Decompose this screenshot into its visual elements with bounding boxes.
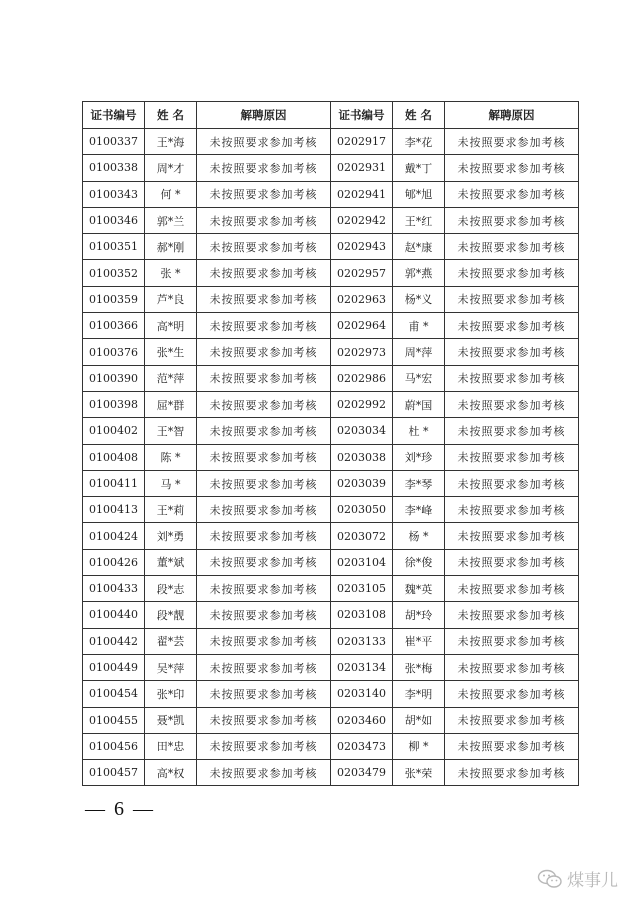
cell-reason: 未按照要求参加考核	[197, 707, 331, 733]
cell-name: 徐*俊	[393, 549, 445, 575]
cell-reason: 未按照要求参加考核	[197, 234, 331, 260]
cell-cert-no: 0203072	[331, 523, 393, 549]
cell-reason: 未按照要求参加考核	[445, 602, 579, 628]
cell-name: 郇*旭	[393, 181, 445, 207]
cell-reason: 未按照要求参加考核	[197, 549, 331, 575]
cell-cert-no: 0100433	[83, 576, 145, 602]
cell-name: 杜 *	[393, 418, 445, 444]
cell-reason: 未按照要求参加考核	[445, 470, 579, 496]
cell-reason: 未按照要求参加考核	[197, 681, 331, 707]
cell-cert-no: 0100455	[83, 707, 145, 733]
cell-cert-no: 0100426	[83, 549, 145, 575]
cell-cert-no: 0100337	[83, 129, 145, 155]
cell-reason: 未按照要求参加考核	[197, 365, 331, 391]
cell-name: 杨 *	[393, 523, 445, 549]
cell-reason: 未按照要求参加考核	[445, 260, 579, 286]
cell-name: 刘*珍	[393, 444, 445, 470]
cell-name: 翟*芸	[145, 628, 197, 654]
cell-name: 陈 *	[145, 444, 197, 470]
cell-reason: 未按照要求参加考核	[197, 339, 331, 365]
cell-cert-no: 0100398	[83, 391, 145, 417]
cell-reason: 未按照要求参加考核	[197, 523, 331, 549]
cell-cert-no: 0203473	[331, 733, 393, 759]
page-number: — 6 —	[85, 798, 155, 820]
cell-name: 周*萍	[393, 339, 445, 365]
cell-reason: 未按照要求参加考核	[445, 523, 579, 549]
cell-name: 王*莉	[145, 497, 197, 523]
table-row	[83, 339, 579, 365]
cell-cert-no: 0100411	[83, 470, 145, 496]
cell-name: 李*琴	[393, 470, 445, 496]
cell-cert-no: 0100376	[83, 339, 145, 365]
header-reason: 解聘原因	[197, 102, 331, 129]
cell-cert-no: 0100346	[83, 207, 145, 233]
cell-cert-no: 0202973	[331, 339, 393, 365]
table-row	[83, 234, 579, 260]
table-row	[83, 707, 579, 733]
table-row	[83, 602, 579, 628]
cell-cert-no: 0203038	[331, 444, 393, 470]
cell-reason: 未按照要求参加考核	[445, 444, 579, 470]
cell-name: 甫 *	[393, 313, 445, 339]
table-row	[83, 286, 579, 312]
table-row	[83, 654, 579, 680]
cell-reason: 未按照要求参加考核	[197, 760, 331, 786]
cell-cert-no: 0100352	[83, 260, 145, 286]
cell-name: 张*梅	[393, 654, 445, 680]
cell-name: 范*萍	[145, 365, 197, 391]
cell-reason: 未按照要求参加考核	[197, 155, 331, 181]
cell-reason: 未按照要求参加考核	[445, 681, 579, 707]
table-row	[83, 444, 579, 470]
cell-name: 戴*丁	[393, 155, 445, 181]
cell-reason: 未按照要求参加考核	[445, 181, 579, 207]
cell-name: 段*志	[145, 576, 197, 602]
cell-cert-no: 0202992	[331, 391, 393, 417]
cell-reason: 未按照要求参加考核	[445, 365, 579, 391]
cell-cert-no: 0202942	[331, 207, 393, 233]
cell-reason: 未按照要求参加考核	[197, 207, 331, 233]
cell-reason: 未按照要求参加考核	[197, 418, 331, 444]
header-cert-no: 证书编号	[331, 102, 393, 129]
table-row	[83, 129, 579, 155]
cell-reason: 未按照要求参加考核	[197, 313, 331, 339]
cell-name: 郭*兰	[145, 207, 197, 233]
cell-cert-no: 0100454	[83, 681, 145, 707]
cell-name: 胡*玲	[393, 602, 445, 628]
cell-reason: 未按照要求参加考核	[445, 129, 579, 155]
certificate-table	[82, 101, 579, 786]
cell-cert-no: 0203108	[331, 602, 393, 628]
cell-name: 李*花	[393, 129, 445, 155]
cell-cert-no: 0100338	[83, 155, 145, 181]
cell-name: 蔚*国	[393, 391, 445, 417]
table-header-row	[83, 102, 579, 129]
table-row	[83, 313, 579, 339]
cell-reason: 未按照要求参加考核	[445, 418, 579, 444]
cell-cert-no: 0100442	[83, 628, 145, 654]
wechat-icon	[537, 869, 563, 889]
table-row	[83, 576, 579, 602]
cell-name: 崔*平	[393, 628, 445, 654]
cell-reason: 未按照要求参加考核	[445, 549, 579, 575]
cell-name: 高*权	[145, 760, 197, 786]
cell-reason: 未按照要求参加考核	[197, 497, 331, 523]
cell-reason: 未按照要求参加考核	[197, 733, 331, 759]
cell-cert-no: 0100359	[83, 286, 145, 312]
cell-name: 吴*萍	[145, 654, 197, 680]
cell-cert-no: 0100457	[83, 760, 145, 786]
cell-reason: 未按照要求参加考核	[197, 129, 331, 155]
cell-name: 周*才	[145, 155, 197, 181]
cell-cert-no: 0100456	[83, 733, 145, 759]
cell-name: 胡*如	[393, 707, 445, 733]
cell-name: 芦*良	[145, 286, 197, 312]
table-row	[83, 391, 579, 417]
cell-reason: 未按照要求参加考核	[197, 391, 331, 417]
header-reason: 解聘原因	[445, 102, 579, 129]
cell-cert-no: 0203034	[331, 418, 393, 444]
cell-reason: 未按照要求参加考核	[197, 286, 331, 312]
watermark-text: 煤事儿	[567, 871, 618, 891]
cell-cert-no: 0203134	[331, 654, 393, 680]
cell-cert-no: 0203050	[331, 497, 393, 523]
cell-cert-no: 0202963	[331, 286, 393, 312]
table-row	[83, 155, 579, 181]
cell-name: 聂*凯	[145, 707, 197, 733]
cell-name: 田*忠	[145, 733, 197, 759]
cell-cert-no: 0202931	[331, 155, 393, 181]
table-row	[83, 418, 579, 444]
cell-name: 王*智	[145, 418, 197, 444]
cell-name: 赵*康	[393, 234, 445, 260]
table-row	[83, 628, 579, 654]
cell-name: 马 *	[145, 470, 197, 496]
header-cert-no: 证书编号	[83, 102, 145, 129]
cell-cert-no: 0202957	[331, 260, 393, 286]
cell-cert-no: 0202943	[331, 234, 393, 260]
header-name: 姓 名	[393, 102, 445, 129]
cell-cert-no: 0202917	[331, 129, 393, 155]
table-row	[83, 760, 579, 786]
cell-name: 张 *	[145, 260, 197, 286]
cell-reason: 未按照要求参加考核	[445, 234, 579, 260]
cell-name: 何 *	[145, 181, 197, 207]
cell-cert-no: 0202941	[331, 181, 393, 207]
cell-reason: 未按照要求参加考核	[197, 576, 331, 602]
cell-reason: 未按照要求参加考核	[445, 313, 579, 339]
cell-reason: 未按照要求参加考核	[445, 497, 579, 523]
cell-cert-no: 0100343	[83, 181, 145, 207]
cell-cert-no: 0100351	[83, 234, 145, 260]
cell-reason: 未按照要求参加考核	[197, 602, 331, 628]
cell-reason: 未按照要求参加考核	[445, 576, 579, 602]
cell-name: 郝*刚	[145, 234, 197, 260]
cell-reason: 未按照要求参加考核	[445, 286, 579, 312]
cell-name: 刘*勇	[145, 523, 197, 549]
cell-name: 董*斌	[145, 549, 197, 575]
table-row	[83, 681, 579, 707]
header-name: 姓 名	[145, 102, 197, 129]
cell-cert-no: 0100413	[83, 497, 145, 523]
table-row	[83, 549, 579, 575]
cell-name: 李*峰	[393, 497, 445, 523]
cell-name: 段*靓	[145, 602, 197, 628]
cell-cert-no: 0203133	[331, 628, 393, 654]
cell-name: 郭*燕	[393, 260, 445, 286]
cell-reason: 未按照要求参加考核	[445, 654, 579, 680]
table-body	[83, 129, 579, 786]
cell-cert-no: 0100402	[83, 418, 145, 444]
cell-name: 马*宏	[393, 365, 445, 391]
cell-reason: 未按照要求参加考核	[445, 707, 579, 733]
cell-name: 柳 *	[393, 733, 445, 759]
watermark	[537, 866, 618, 891]
table-row	[83, 365, 579, 391]
cell-reason: 未按照要求参加考核	[197, 470, 331, 496]
cell-name: 杨*义	[393, 286, 445, 312]
cell-cert-no: 0100408	[83, 444, 145, 470]
cell-cert-no: 0100390	[83, 365, 145, 391]
table-row	[83, 260, 579, 286]
table-row	[83, 207, 579, 233]
cell-name: 张*荣	[393, 760, 445, 786]
cell-cert-no: 0100440	[83, 602, 145, 628]
cell-cert-no: 0203460	[331, 707, 393, 733]
cell-cert-no: 0202964	[331, 313, 393, 339]
cell-reason: 未按照要求参加考核	[197, 654, 331, 680]
cell-cert-no: 0100424	[83, 523, 145, 549]
cell-reason: 未按照要求参加考核	[445, 760, 579, 786]
cell-name: 张*印	[145, 681, 197, 707]
table-row	[83, 470, 579, 496]
cell-name: 王*红	[393, 207, 445, 233]
cell-cert-no: 0203104	[331, 549, 393, 575]
cell-reason: 未按照要求参加考核	[197, 444, 331, 470]
cell-name: 屈*群	[145, 391, 197, 417]
table-row	[83, 733, 579, 759]
cell-reason: 未按照要求参加考核	[445, 628, 579, 654]
cell-reason: 未按照要求参加考核	[197, 181, 331, 207]
cell-cert-no: 0100449	[83, 654, 145, 680]
cell-name: 张*生	[145, 339, 197, 365]
cell-reason: 未按照要求参加考核	[445, 339, 579, 365]
cell-cert-no: 0203039	[331, 470, 393, 496]
cell-reason: 未按照要求参加考核	[197, 628, 331, 654]
cell-reason: 未按照要求参加考核	[445, 207, 579, 233]
cell-cert-no: 0100366	[83, 313, 145, 339]
table-row	[83, 523, 579, 549]
cell-name: 魏*英	[393, 576, 445, 602]
cell-reason: 未按照要求参加考核	[445, 155, 579, 181]
cell-cert-no: 0203105	[331, 576, 393, 602]
cell-name: 李*明	[393, 681, 445, 707]
cell-name: 王*海	[145, 129, 197, 155]
table-row	[83, 497, 579, 523]
cell-reason: 未按照要求参加考核	[445, 733, 579, 759]
cell-cert-no: 0203140	[331, 681, 393, 707]
cell-name: 高*明	[145, 313, 197, 339]
cell-reason: 未按照要求参加考核	[445, 391, 579, 417]
table-row	[83, 181, 579, 207]
cell-cert-no: 0203479	[331, 760, 393, 786]
cell-cert-no: 0202986	[331, 365, 393, 391]
cell-reason: 未按照要求参加考核	[197, 260, 331, 286]
